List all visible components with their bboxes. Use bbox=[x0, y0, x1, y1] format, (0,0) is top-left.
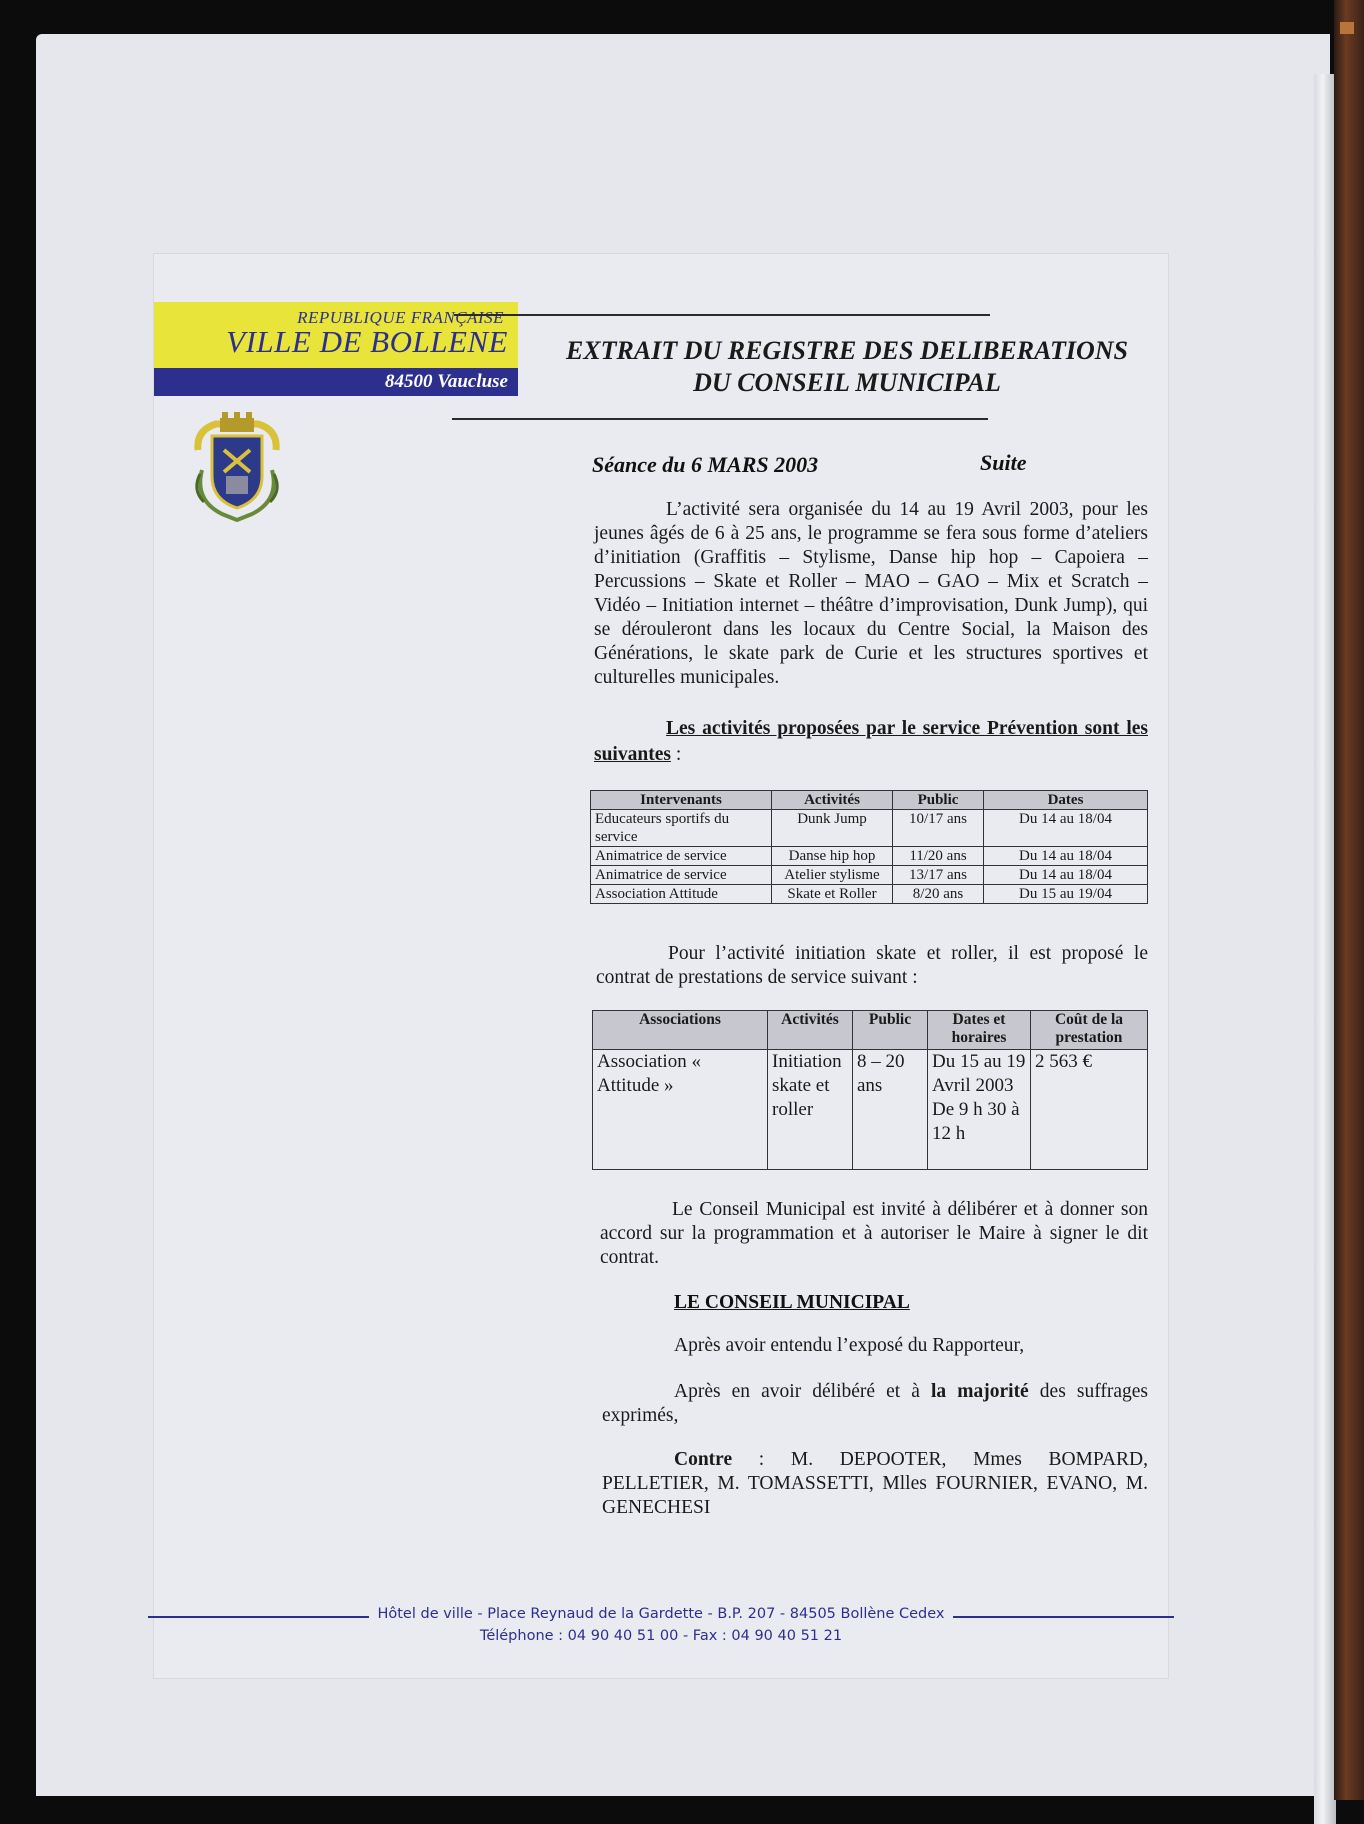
table-row bbox=[591, 810, 1148, 847]
conseil-heading: LE CONSEIL MUNICIPAL bbox=[674, 1292, 910, 1313]
cell-intervenant: Animatrice de service bbox=[591, 847, 772, 866]
binder-spine bbox=[1334, 0, 1364, 1800]
contre-names: M. DEPOOTER, Mmes BOMPARD, PELLETIER, M. TOMASSETTI, Mlles FOURNIER, EVANO, M. GENECHESI bbox=[602, 1449, 1148, 1518]
cell-activite: Danse hip hop bbox=[772, 847, 893, 866]
cell-public: 11/20 ans bbox=[893, 847, 984, 866]
col-dates-horaires: Dates et horaires bbox=[928, 1011, 1031, 1050]
cell-dates: Du 14 au 18/04 bbox=[984, 810, 1148, 847]
expose-line: Après avoir entendu l’exposé du Rapporteur, bbox=[674, 1335, 1025, 1356]
cell-horaires: De 9 h 30 à 12 h bbox=[932, 1099, 1020, 1144]
cell-activite: Skate et Roller bbox=[772, 885, 893, 904]
footer-address: Hôtel de ville - Place Reynaud de la Gardette - B.P. 207 - 84505 Bollène Cedex bbox=[369, 1606, 952, 1622]
cell-public: 8 – 20 ans bbox=[853, 1050, 928, 1170]
coat-of-arms-icon bbox=[192, 410, 282, 522]
cell-dates: Du 14 au 18/04 bbox=[984, 847, 1148, 866]
seance-date: Séance du 6 MARS 2003 bbox=[592, 452, 819, 477]
cell-intervenant: Animatrice de service bbox=[591, 866, 772, 885]
col-associations: Associations bbox=[593, 1011, 768, 1050]
invitation-paragraph: Le Conseil Municipal est invité à délibérer et à donner son accord sur la programmation et à autoriser le Maire à signer le dit contrat. bbox=[600, 1199, 1148, 1268]
letterhead-blue-band bbox=[154, 368, 518, 396]
republique-francaise: REPUBLIQUE FRANÇAISE bbox=[297, 308, 504, 327]
activities-table bbox=[590, 790, 1148, 904]
document-title-line2: DU CONSEIL MUNICIPAL bbox=[693, 368, 1001, 397]
footer-phone: Téléphone : 04 90 40 51 00 - Fax : 04 90 40 51 21 bbox=[479, 1628, 843, 1644]
spine-highlight bbox=[1340, 22, 1354, 34]
table-row bbox=[591, 866, 1148, 885]
cell-activite: Initiation skate et roller bbox=[768, 1050, 853, 1170]
col-activites: Activités bbox=[768, 1011, 853, 1050]
title-rule-top bbox=[454, 314, 990, 316]
contre-label: Contre bbox=[674, 1449, 733, 1470]
col-cout: Coût de la prestation bbox=[1031, 1011, 1148, 1050]
delibere-paragraph bbox=[602, 1380, 1148, 1428]
vaucluse-label: 84500 Vaucluse bbox=[385, 371, 508, 392]
col-public: Public bbox=[853, 1011, 928, 1050]
contre-sep: : bbox=[732, 1449, 791, 1470]
intro-paragraph: L’activité sera organisée du 14 au 19 Avril 2003, pour les jeunes âgés de 6 à 25 ans, le programme se fera sous forme d’ateliers d’initiation (Graffitis – Stylisme, Danse hip hop – Capoiera – Percussions – Skate et Roller – MAO – GAO – Mix et Scratch – Vidéo – Initiation internet – théâtre d’improvisation, Dunk Jump), qui se dérouleront dans les locaux du Centre Social, la Maison des Générations, le skate park de Curie et les structures sportives et culturelles municipales. bbox=[594, 499, 1148, 688]
prestation-table bbox=[592, 1010, 1148, 1170]
contre-paragraph bbox=[602, 1448, 1148, 1520]
delibere-after: des suffrages exprimés, bbox=[602, 1381, 1148, 1426]
ville-de-bollene: VILLE DE BOLLENE bbox=[226, 324, 508, 359]
cell-activite: Dunk Jump bbox=[772, 810, 893, 847]
table-row bbox=[591, 885, 1148, 904]
cell-dates: Du 15 au 19/04 bbox=[984, 885, 1148, 904]
delibere-before: Après en avoir délibéré et à bbox=[674, 1381, 932, 1402]
cell-association: Association « Attitude » bbox=[593, 1050, 768, 1170]
cell-intervenant: Educateurs sportifs du service bbox=[591, 810, 772, 847]
activities-heading-suffix: : bbox=[670, 744, 682, 765]
cell-dates-horaires bbox=[928, 1050, 1031, 1170]
cell-public: 8/20 ans bbox=[893, 885, 984, 904]
activities-heading-text: Les activités proposées par le service Prévention sont les suivantes bbox=[594, 718, 1148, 765]
title-rule-bottom bbox=[452, 418, 988, 420]
cell-activite: Atelier stylisme bbox=[772, 866, 893, 885]
cell-cout: 2 563 € bbox=[1031, 1050, 1148, 1170]
delibere-bold: la majorité bbox=[931, 1381, 1029, 1402]
col-intervenants: Intervenants bbox=[591, 791, 772, 810]
skate-paragraph: Pour l’activité initiation skate et roller, il est proposé le contrat de prestations de service suivant : bbox=[596, 943, 1148, 988]
col-activites: Activités bbox=[772, 791, 893, 810]
activities-table-header bbox=[591, 791, 1148, 810]
footer-address-wrap bbox=[154, 1606, 1168, 1622]
col-dates: Dates bbox=[984, 791, 1148, 810]
col-public: Public bbox=[893, 791, 984, 810]
cell-public: 10/17 ans bbox=[893, 810, 984, 847]
table-row bbox=[593, 1050, 1148, 1170]
letterhead-yellow-band bbox=[154, 302, 518, 368]
prestation-table-header bbox=[593, 1011, 1148, 1050]
cell-dates: Du 15 au 19 Avril 2003 bbox=[932, 1051, 1026, 1096]
document-title-line1: EXTRAIT DU REGISTRE DES DELIBERATIONS bbox=[565, 336, 1129, 365]
document-page bbox=[154, 254, 1168, 1678]
activities-heading bbox=[594, 716, 1148, 768]
cell-intervenant: Association Attitude bbox=[591, 885, 772, 904]
cell-public: 13/17 ans bbox=[893, 866, 984, 885]
suite-label: Suite bbox=[980, 450, 1027, 475]
cell-dates: Du 14 au 18/04 bbox=[984, 866, 1148, 885]
binder-edge bbox=[1314, 74, 1336, 1824]
table-row bbox=[591, 847, 1148, 866]
